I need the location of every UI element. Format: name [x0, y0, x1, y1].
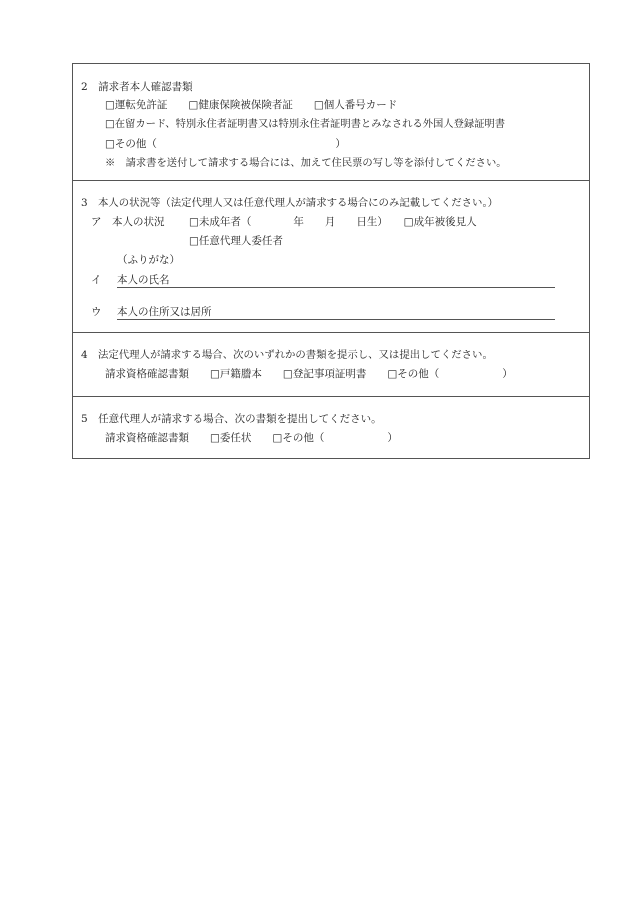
address-label: 本人の住所又は居所: [117, 306, 212, 318]
section4-heading: 4 法定代理人が請求する場合、次のいずれかの書類を提示し、又は提出してください。: [81, 349, 493, 361]
name-label-marker: イ: [91, 274, 102, 286]
address-field-line[interactable]: [117, 319, 555, 320]
status-label: ア 本人の状況: [91, 216, 165, 228]
status-options-line-1[interactable]: □未成年者（ 年 月 日生） □成年被後見人: [189, 216, 477, 228]
section5-heading: 5 任意代理人が請求する場合、次の書類を提出してください。: [81, 413, 382, 425]
section-voluntary-agent: [73, 397, 589, 459]
status-option-proxy-principal[interactable]: □任意代理人委任者: [189, 235, 283, 247]
section-legal-representative: [73, 333, 589, 397]
address-label-marker: ウ: [91, 306, 102, 318]
section4-document-options[interactable]: 請求資格確認書類 □戸籍謄本 □登記事項証明書 □その他（ ）: [105, 368, 513, 380]
section-identity-documents: [73, 64, 589, 181]
section-person-status: [73, 181, 589, 333]
section5-document-options[interactable]: 請求資格確認書類 □委任状 □その他（ ）: [105, 432, 398, 444]
section2-checkbox-line-2[interactable]: □在留カード、特別永住者証明書又は特別永住者証明書とみなされる外国人登録証明書: [105, 118, 506, 130]
name-field-line[interactable]: [117, 287, 555, 288]
request-form-table: [72, 63, 590, 459]
section2-checkbox-other[interactable]: □その他（ ）: [105, 138, 346, 150]
section2-checkbox-line-1[interactable]: □運転免許証 □健康保険被保険者証 □個人番号カード: [105, 99, 398, 111]
section2-heading: 2 請求者本人確認書類: [81, 81, 193, 93]
name-label: 本人の氏名: [117, 274, 170, 286]
section2-note: ※ 請求書を送付して請求する場合には、加えて住民票の写し等を添付してください。: [105, 157, 507, 169]
section3-heading: 3 本人の状況等（法定代理人又は任意代理人が請求する場合にのみ記載してください。）: [81, 197, 499, 209]
furigana-label: （ふりがな）: [117, 254, 180, 266]
